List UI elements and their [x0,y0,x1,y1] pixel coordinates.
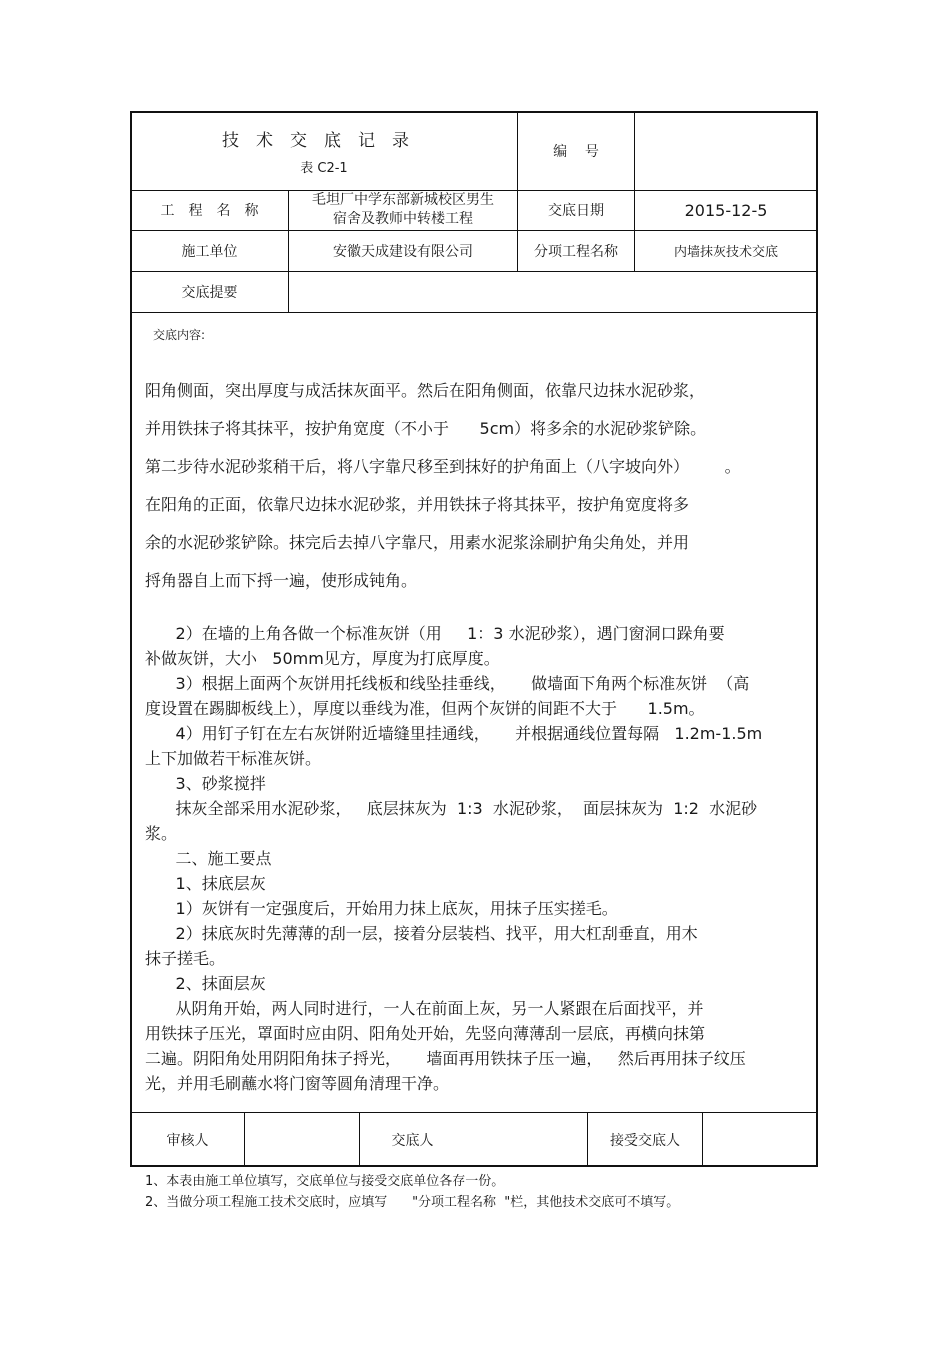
form-title: 技术交底记录 [222,131,426,151]
sub-project-field[interactable]: 内墙抹灰技术交底 [673,245,778,260]
discloser-field[interactable] [465,1113,587,1166]
content-paragraph-2 [145,621,810,1096]
content-line: 浆。 [145,824,178,843]
content-line: 在阳角的正面，依靠尺边抹水泥砂浆，并用铁抹子将其抹平，按护角宽度将多 [145,495,690,514]
content-line: 3、砂浆搅拌 [145,774,266,793]
receiver-label: 接受交底人 [610,1132,680,1149]
content-paragraph-1 [145,372,810,600]
content-line: 上下加做若干标准灰饼。 [145,749,322,768]
footnotes [145,1171,679,1213]
content-line: 1）灰饼有一定强度后，开始用力抹上底灰，用抹子压实搓毛。 [145,899,618,918]
content-line: 1、抹底层灰 [145,874,266,893]
content-line: 第二步待水泥砂浆稍干后，将八字靠尺移至到抹好的护角面上（八字坡向外） 。 [145,457,741,476]
footnote: 1、本表由施工单位填写，交底单位与接受交底单位各存一份。 [145,1174,505,1189]
summary-field[interactable] [289,271,817,312]
number-field[interactable] [635,112,817,190]
content-line: 4）用钉子钉在左右灰饼附近墙缝里挂通线， 并根据通线位置每隔 1.2m-1.5m [145,724,763,743]
content-line: 二遍。阴阳角处用阴阳角抹子捋光， 墙面再用铁抹子压一遍， 然后再用抹子纹压 [145,1049,746,1068]
sub-project-label: 分项工程名称 [534,243,618,260]
content-line: 度设置在踢脚板线上），厚度以垂线为准，但两个灰饼的间距不大于 1.5m。 [145,699,705,718]
receiver-field[interactable] [703,1113,817,1166]
reviewer-label: 审核人 [166,1132,209,1149]
content-line: 阳角侧面，突出厚度与成活抹灰面平。然后在阳角侧面，依靠尺边抹水泥砂浆， [145,381,706,400]
reviewer-field[interactable] [245,1113,359,1166]
content-line: 光，并用毛刷蘸水将门窗等圆角清理干净。 [145,1074,450,1093]
content-line: 补做灰饼，大小 50mm见方，厚度为打底厚度。 [145,649,500,668]
content-line: 用铁抹子压光，罩面时应由阴、阳角处开始，先竖向薄薄刮一层底，再横向抹第 [145,1024,706,1043]
content-line: 3）根据上面两个灰饼用托线板和线坠挂垂线， 做墙面下角两个标准灰饼 （高 [145,674,750,693]
construction-unit-label: 施工单位 [181,243,238,260]
content-line: 抹灰全部采用水泥砂浆， 底层抹灰为 1:3 水泥砂浆， 面层抹灰为 1:2 水泥砂 [145,799,758,818]
form-title-block [131,112,517,190]
content-line: 并用铁抹子将其抹平，按护角宽度（不小于 5cm）将多余的水泥砂浆铲除。 [145,419,707,438]
content-line: 二、施工要点 [145,849,272,868]
content-line: 2、抹面层灰 [145,974,266,993]
summary-label: 交底提要 [181,284,238,301]
date-field[interactable]: 2015-12-5 [684,200,768,220]
form-code: 表 C2-1 [300,161,348,176]
content-line: 余的水泥砂浆铲除。抹完后去掉八字靠尺，用素水泥浆涂刷护角尖角处，并用 [145,533,690,552]
project-name-line: 毛坦厂中学东部新城校区男生 [312,192,494,208]
project-name-label: 工程名称 [160,203,273,219]
footnote: 2、当做分项工程施工技术交底时，应填写 "分项工程名称 "栏，其他技术交底可不填写。 [145,1195,680,1210]
discloser-label: 交底人 [391,1132,434,1149]
content-line: 从阴角开始，两人同时进行，一人在前面上灰，另一人紧跟在后面找平，并 [145,999,704,1018]
content-line: 2）在墙的上角各做一个标准灰饼（用 1：3 水泥砂浆），遇门窗洞口跺角要 [145,624,725,643]
project-name-line: 宿舍及教师中转楼工程 [333,211,473,227]
date-label: 交底日期 [548,203,604,219]
content-heading: 交底内容: [153,328,206,342]
construction-unit-field[interactable]: 安徽天成建设有限公司 [333,243,473,260]
project-name-field[interactable] [289,190,517,230]
content-line: 捋角器自上而下捋一遍，使形成钝角。 [145,571,418,590]
row-divider [131,312,817,313]
content-line: 抹子搓毛。 [145,949,226,968]
number-label: 编 号 [553,144,599,160]
content-line: 2）抹底灰时先薄薄的刮一层，接着分层装档、找平，用大杠刮垂直，用木 [145,924,698,943]
